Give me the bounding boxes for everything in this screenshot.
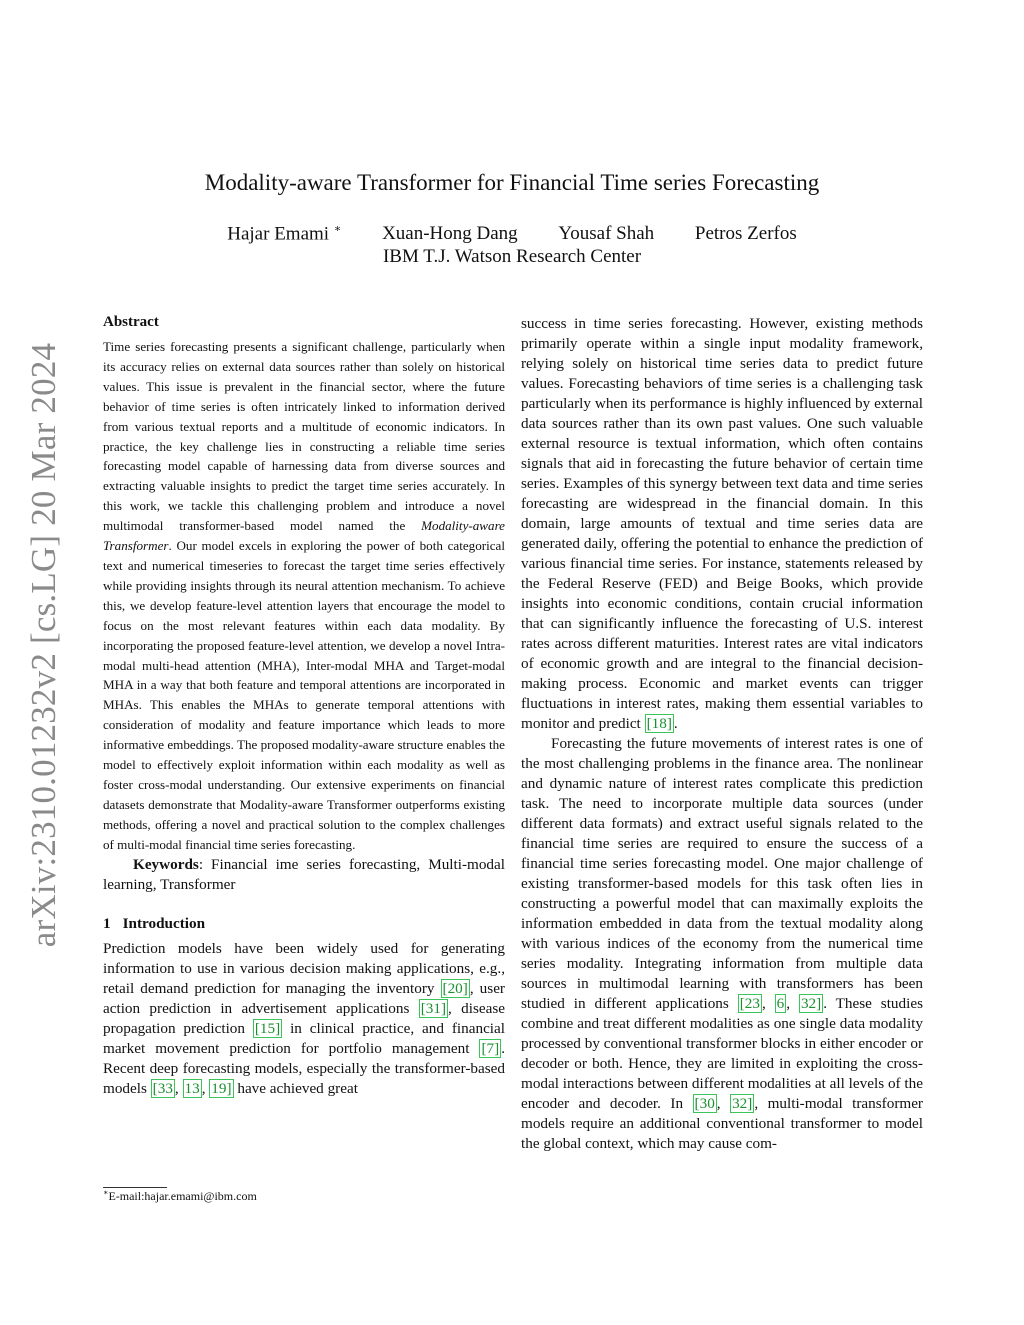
paper-title: Modality-aware Transformer for Financial Time series Forecasting: [204, 170, 820, 195]
citation-link[interactable]: [31]: [420, 999, 447, 1017]
arxiv-sidebar-stamp: [18, 342, 70, 948]
author-1: Hajar Emami ∗: [227, 223, 342, 245]
citation-link[interactable]: [23: [739, 995, 760, 1012]
keywords-label: Keywords: [133, 855, 199, 873]
author-2: Xuan-Hong Dang: [382, 223, 518, 245]
citation-link[interactable]: [33: [152, 1079, 173, 1097]
affiliation: IBM T.J. Watson Research Center: [382, 246, 642, 267]
citation-link[interactable]: [20]: [442, 979, 468, 997]
intro-paragraph-2: Forecasting the future movements of interest rates is one of the most challenging problems in the finance area. The nonlinear and dynamic nature of interest rates complicate this prediction task. The need to incorporate multiple data sources (under different data formats) and extract useful signals related to the financial time series are required to ensure the success of a financial time series forecasting model. One major challenge of existing transformer-based models for this task often lies in constructing a powerful model that can maximally exploits the information embedded in data from the textual modality along with various indices of the economy from the numerical time series modality. Integrating information from multiple data sources in multimodal learning with transformers has been studied in different applications [23 , 6 , 32] . These studies combine and treat different modalities as one single data modality processed by conventional transformer blocks in either encoder or decoder or both. Hence, they are limited in exploiting the cross-modal interactions between different modalities at all levels of the encoder and decoder. In [30 , 32] , multi-modal transformer models require an additional conventional transformer to model the global context, which may cause com-: [521, 735, 923, 1152]
section-heading-introduction: 1 Introduction: [103, 914, 206, 932]
arxiv-id: arXiv:2310.01232v2 [cs.LG] 20 Mar 2024: [24, 342, 63, 948]
author-4: Petros Zerfos: [694, 223, 797, 245]
abstract-text: Time series forecasting presents a significant challenge, particularly when its accuracy relies on external data sources rather than solely on historical values. This issue is prevalent in the financial sector, where the future behavior of time series is often intricately linked to information derived from various textual reports and a multitude of economic indicators. In practice, the key challenge lies in constructing a reliable time series forecasting model capable of harnessing data from diverse sources and extracting valuable insights to predict the target time series accurately. In this work, we tackle this challenging problem and introduce a novel multimodal transformer-based model named the Modality-aware Transformer. Our model excels in exploring the power of both categorical text and numerical timeseries to forecast the target time series effectively while providing insights through its neural attention mechanism. To achieve this, we develop feature-level attention layers that encourage the model to focus on the most relevant features within each data modality. By incorporating the proposed feature-level attention, we develop a novel Intra-modal multi-head attention (MHA), Inter-modal MHA and Target-modal MHA in a way that both feature and temporal attentions are incorporated in MHAs. This enables the MHAs to generate temporal attentions with consideration of modality and feature importance which leads to more informative embeddings. The proposed modality-aware structure enables the model to effectively exploit information within each modality as well as foster cross-modal understanding. Our extensive experiments on financial datasets demonstrate that Modality-aware Transformer outperforms existing methods, offering a novel and practical solution to the complex challenges of multi-modal financial time series forecasting.: [103, 339, 505, 852]
model-name: Modality-aware Transformer: [103, 518, 505, 554]
intro-paragraph-1-cont: success in time series forecasting. However, existing methods primarily operate within a single input modality framework, relying solely on historical time series data to predict future values. Forecasting behaviors of time series is a challenging task particularly when its performance is highly influenced by external data sources rather than its own past values. One such valuable external resource is textual information, which often contains signals that aid in forecasting the future behavior of certain time series. Examples of this synergy between text data and time series forecasting are widespread in the financial domain. In this domain, large amounts of textual and time series data are generated daily, offering the potential to enhance the prediction of various financial time series. For instance, statements released by the Federal Reserve (FED) and Beige Books, which provide insights into economic conditions, contain crucial information that can significantly influence the forecasting of U.S. interest rates across different maturities. Interest rates are vital indicators of economic growth and are integral to the financial decision-making process. Economic and market events can trigger fluctuations in interest rates, making them essential variables to monitor and predict [18] .: [521, 315, 923, 732]
intro-paragraph-1: Prediction models have been widely used for generating information to use in various decision making applications, e.g., retail demand prediction for managing the inventory [20] , user action prediction in advertisement applications [31] , disease propagation prediction [15] in clinical practice, and financial market movement prediction for portfolio management [7] . Recent deep forecasting models, especially the transformer-based models [33 , 13 , 19] have achieved great: [103, 939, 505, 1097]
keywords: Keywords: Financial ime series forecasting, Multi-modal learning, Transformer: [103, 855, 505, 893]
citation-link[interactable]: [7]: [481, 1039, 500, 1057]
citation-link[interactable]: 32]: [800, 995, 822, 1012]
citation-link[interactable]: 32]: [732, 1095, 753, 1112]
citation-link[interactable]: 13: [184, 1079, 200, 1097]
left-column: [103, 314, 505, 1099]
citation-link[interactable]: 19]: [211, 1079, 232, 1097]
author-list: [0, 222, 1024, 245]
abstract-heading: Abstract: [103, 314, 159, 330]
citation-link[interactable]: 6: [776, 995, 785, 1012]
citation-link[interactable]: [30: [694, 1095, 715, 1112]
citation-link[interactable]: [15]: [254, 1019, 281, 1037]
right-column: [521, 314, 923, 1154]
citation-link[interactable]: [18]: [646, 715, 672, 732]
footnote: ∗E-mail:hajar.emami@ibm.com: [103, 1188, 257, 1203]
author-3: Yousaf Shah: [558, 223, 655, 245]
